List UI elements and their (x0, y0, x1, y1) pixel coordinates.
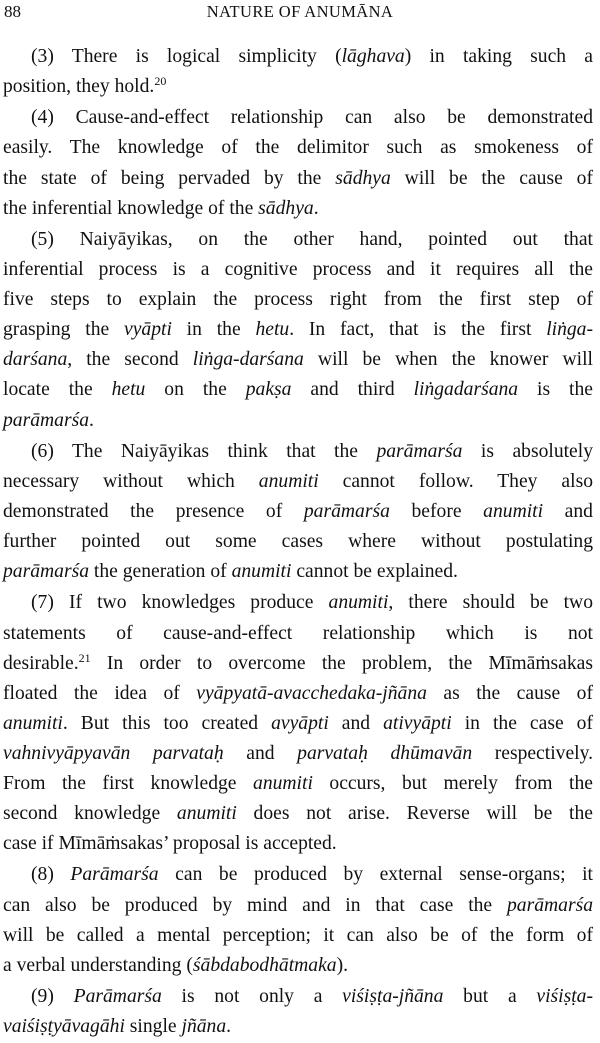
text-line (3, 225, 593, 255)
text-run: . But this too created (62, 712, 272, 734)
text-run: further pointed out some cases where without postulating (3, 531, 593, 553)
paragraph-p8 (3, 860, 593, 980)
text-line (3, 467, 593, 497)
text-run: in the (171, 319, 256, 341)
text-line (3, 255, 593, 285)
text-run: and third (291, 379, 414, 401)
text-line (3, 164, 593, 194)
running-head: NATURE OF ANUMĀNA (206, 2, 394, 21)
text-run: floated the idea of (3, 682, 197, 704)
text-run: , the second (67, 349, 193, 371)
text-run: position, they hold. (3, 76, 155, 98)
text-line (3, 891, 593, 921)
text-run: easily. The knowledge of the delimitor such as smokeness of (3, 137, 593, 159)
text-run: five steps to explain the process right from the first step of (3, 289, 593, 311)
text-line (3, 72, 593, 102)
italic-term: liṅgadarśana (413, 379, 519, 401)
text-run: will be when the knower will (303, 349, 593, 371)
italic-term: śābdabodhātmaka (192, 954, 337, 976)
text-run: cannot be explained. (291, 561, 458, 583)
text-run: the state of being pervaded by the (3, 167, 336, 189)
text-line (3, 829, 593, 859)
text-run: From the first knowledge (3, 773, 254, 794)
text-line (3, 103, 593, 133)
italic-term: viśiṣṭa- (536, 986, 593, 1008)
italic-term: jñāna (181, 1016, 227, 1038)
text-run: cannot follow. They also (318, 470, 593, 492)
italic-term: parāmarśa (506, 894, 593, 916)
text-line (3, 769, 593, 799)
text-run: desirable. (3, 652, 79, 674)
text-run: locate the (3, 379, 112, 401)
text-line (3, 527, 593, 557)
body-text (3, 42, 593, 1043)
text-run: inferential process is a cognitive process and it requires all the (3, 259, 593, 281)
text-line (3, 709, 593, 739)
text-run: ). (336, 954, 349, 976)
italic-term: vyāpti (124, 319, 172, 341)
text-line (3, 437, 593, 467)
text-line (3, 951, 593, 981)
text-run: and (328, 712, 384, 734)
italic-term: anumiti (3, 712, 63, 734)
text-run: a verbal understanding ( (3, 954, 193, 976)
text-line (3, 860, 593, 890)
text-line (3, 921, 593, 951)
text-line (3, 315, 593, 345)
text-run: . (89, 409, 94, 431)
italic-term: anumiti (328, 592, 389, 614)
text-run: (6) The Naiyāyikas think that the (31, 440, 377, 462)
text-line (3, 133, 593, 163)
italic-term: hetu (255, 319, 290, 341)
text-line (3, 345, 593, 375)
text-run: and (223, 742, 298, 764)
text-line (3, 982, 593, 1012)
paragraph-p6 (3, 437, 593, 587)
text-line (3, 588, 593, 618)
italic-term: viśiṣṭa-jñāna (342, 986, 444, 1008)
text-run: . In fact, that is the first (289, 319, 547, 341)
text-run: in the case of (451, 712, 593, 734)
paragraph-p5 (3, 225, 593, 436)
italic-term: sādhya (335, 167, 391, 189)
text-run: (7) If two knowledges produce (31, 592, 329, 614)
text-line (3, 194, 593, 224)
italic-term: ativyāpti (383, 712, 452, 734)
text-run: , there should be two (388, 592, 594, 614)
italic-term: vaiśiṣṭyāvagāhi (3, 1016, 125, 1038)
italic-term: anumiti (231, 561, 292, 583)
italic-term: parāmarśa (3, 409, 90, 431)
italic-term: parvataḥ dhūmavān (297, 742, 473, 764)
italic-term: Parāmarśa (73, 986, 162, 1008)
italic-term: liṅga- (546, 319, 593, 341)
text-run: will be called a mental perception; it can also be of the form of (3, 924, 593, 946)
page-header (0, 0, 600, 28)
page-number: 88 (4, 2, 21, 21)
text-run: In order to overcome the problem, the Mīmāṁsakas (90, 652, 593, 674)
text-run: (5) Naiyāyikas, on the other hand, pointed out that (31, 228, 593, 250)
text-run: does not arise. Reverse will be the (236, 803, 593, 825)
text-run: respectively. (472, 742, 594, 764)
text-run: will be the cause of (390, 167, 593, 189)
text-run: is absolutely (462, 440, 593, 462)
italic-term: hetu (111, 379, 146, 401)
text-line (3, 649, 593, 679)
footnote-ref: 20 (154, 74, 167, 89)
text-run: (3) There is logical simplicity ( (31, 46, 342, 67)
text-run: ) in taking such a (404, 46, 593, 67)
text-line (3, 42, 593, 72)
text-line (3, 497, 593, 527)
text-line (3, 285, 593, 315)
text-run: can be produced by external sense-organs; it (158, 864, 594, 886)
footnote-ref: 21 (78, 650, 91, 665)
text-run: demonstrated the presence of (3, 500, 304, 522)
italic-term: liṅga-darśana (192, 349, 304, 371)
text-run: statements of cause-and-effect relationship which is not (3, 622, 593, 644)
text-line (3, 375, 593, 405)
paragraph-p4 (3, 103, 593, 223)
italic-term: sādhya (258, 197, 314, 219)
text-run: necessary without which (3, 470, 259, 492)
text-line (3, 1012, 593, 1042)
text-line (3, 619, 593, 649)
text-run: the generation of (89, 561, 232, 583)
text-run: but a (443, 986, 537, 1008)
text-run: and (543, 500, 593, 522)
paragraph-p7 (3, 588, 593, 859)
text-line (3, 799, 593, 829)
italic-term: pakṣa (245, 379, 292, 401)
text-run: case if Mīmāṁsakas’ proposal is accepted. (3, 833, 337, 855)
text-run: (9) (31, 986, 74, 1008)
italic-term: parāmarśa (303, 500, 390, 522)
text-run: single (124, 1016, 182, 1038)
text-run: grasping the (3, 319, 125, 341)
italic-term: vyāpyatā-avacchedaka-jñāna (196, 682, 427, 704)
text-run: as the cause of (426, 682, 593, 704)
text-run: (8) (31, 864, 71, 886)
text-run: is the (518, 379, 593, 401)
text-run: . (226, 1016, 232, 1038)
text-run: second knowledge (3, 803, 177, 825)
text-run: occurs, but merely from the (312, 773, 593, 794)
italic-term: darśana (3, 349, 68, 371)
italic-term: parāmarśa (3, 561, 90, 583)
text-line (3, 739, 593, 769)
italic-term: lāghava (341, 46, 405, 67)
italic-term: anumiti (258, 470, 319, 492)
text-line (3, 557, 593, 587)
text-run: is not only a (161, 986, 343, 1008)
italic-term: parāmarśa (376, 440, 463, 462)
text-line (3, 406, 593, 436)
italic-term: anumiti (253, 773, 313, 794)
italic-term: anumiti (176, 803, 237, 825)
text-run: on the (145, 379, 246, 401)
text-run: can also be produced by mind and in that case the (3, 894, 507, 916)
text-line (3, 679, 593, 709)
text-run: (4) Cause-and-effect relationship can also be demonstrated (31, 107, 593, 129)
paragraph-p3 (3, 42, 593, 102)
text-run: before (389, 500, 484, 522)
italic-term: avyāpti (271, 712, 329, 734)
paragraph-p9 (3, 982, 593, 1042)
text-run: . (313, 197, 319, 219)
italic-term: anumiti (483, 500, 544, 522)
italic-term: vahnivyāpyavān parvataḥ (3, 742, 224, 764)
italic-term: Parāmarśa (70, 864, 159, 886)
text-run: the inferential knowledge of the (3, 197, 259, 219)
